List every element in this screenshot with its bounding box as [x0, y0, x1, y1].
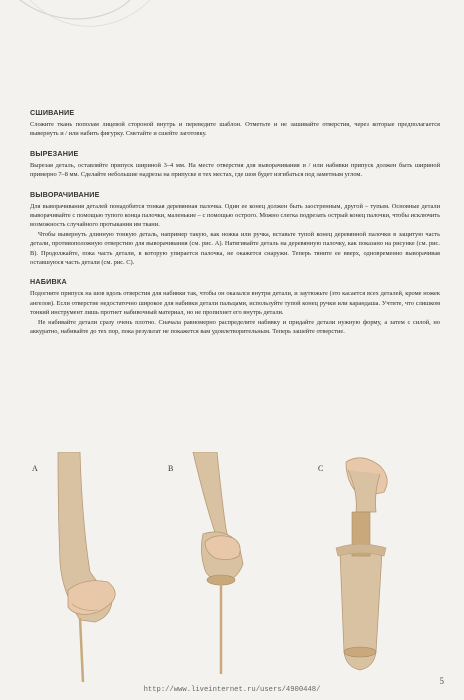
- heading-cutting: ВЫРЕЗАНИЕ: [30, 148, 79, 158]
- section-stitching: [30, 108, 440, 139]
- section-stuffing: [30, 277, 440, 336]
- section-turning: [30, 190, 440, 268]
- paragraph: Чтобы вывернуть длинную тонкую деталь, например такую, как ножка или ручка, вставьте тупой конец деревянной палочки в защитую часть детали, противоположную отверстию для выворачивания (см. рис. А). Натягивайте деталь на деревянную палочку, как показано на рисунке (см. рис. В). Продолжайте, пока часть детали, в которую упирается палочка, не окажется снаружи. Теперь тяните ее вверх, одновременно выворачивая оставшуюся часть детали (см. рис. С).: [30, 230, 440, 267]
- paragraph: Не набивайте детали сразу очень плотно. Сначала равномерно распределите набивку и придайте детали нужную форму, а затем с силой, но аккуратно, набивайте до тех пор, пока результат не покажется вам удовлетворительным. Теперь зашейте отверстие.: [30, 318, 440, 336]
- source-watermark: http://www.liveinternet.ru/users/4900448/: [143, 686, 321, 694]
- text-body: [30, 108, 440, 347]
- paragraph: Вырезая деталь, оставляйте припуск шириной 3–4 мм. На месте отверстия для выворачивания и / или набивки припуск должен быть шириной примерно 7–8 мм. Сделайте небольшие надрезы на припуске в тех местах, где шов будет изгибаться под заметным углом.: [30, 161, 440, 179]
- illustration-a: [40, 452, 150, 682]
- illustrations: [0, 452, 464, 682]
- heading-turning: ВЫВОРАЧИВАНИЕ: [30, 189, 100, 199]
- heading-stitching: СШИВАНИЕ: [30, 108, 75, 117]
- figure-label-b: В: [168, 464, 174, 473]
- paragraph: Подогните припуск на шов вдоль отверстия для набивки так, чтобы он оказался внутри детали, и заутюжьте (это касается всех деталей, кроме ножек ангелов). Если отверстие недостаточно широкое для набивки детали пальцами, используйте тупой конец ручки или карандаша. Учтите, что слишком тонкий инструмент лишь протнет набивочный материал, но не пропихнет его внутрь детали.: [30, 290, 440, 317]
- illustration-b: [185, 452, 280, 682]
- figure-label-c: С: [318, 464, 324, 473]
- heading-stuffing: НАБИВКА: [30, 277, 67, 287]
- section-cutting: [30, 149, 440, 180]
- paragraph: Сложите ткань пополам лицевой стороной внутрь и переведите шаблон. Отметьте и не зашивайте отверстия, через которые предполагается вывернуть и / или набить фигурку. Сметайте и сшейте заготовку.: [30, 121, 440, 138]
- decorative-swirl: [0, 0, 160, 70]
- illustration-c: [318, 452, 408, 682]
- page-number: 5: [439, 676, 444, 686]
- paragraph: Для выворачивания деталей понадобится тонкая деревянная палочка. Один ее конец должен быть заостренным, другой – тупым. Основные детали выворачивайте с помощью тупого конца палочки, маленькие – с помощью острого. Можно слегка подрезать острый конец палочки, чтобы исключить возможность случайного протыкания им ткани.: [30, 202, 440, 229]
- figure-label-a: А: [32, 464, 38, 473]
